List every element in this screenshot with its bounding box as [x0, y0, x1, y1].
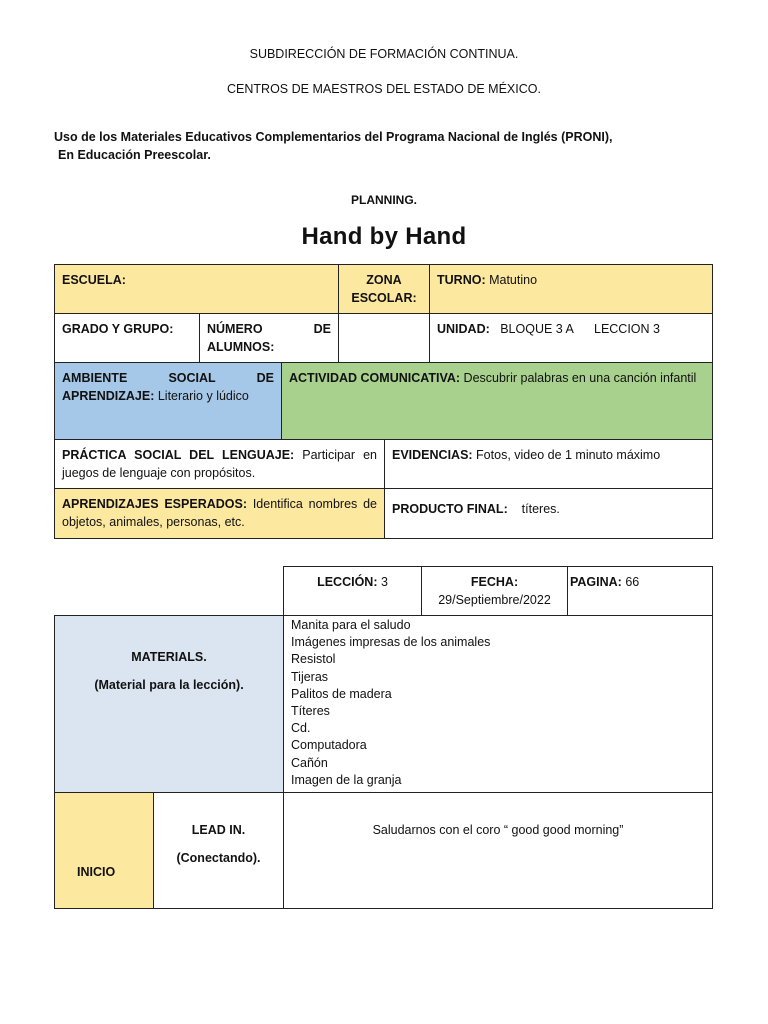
numero-alumnos-cell — [199, 313, 339, 363]
aprendizajes-esperados-value: Identifica nombres de objetos, animales, personas, etc. — [62, 497, 377, 529]
planning-label: PLANNING. — [351, 193, 417, 207]
turno-value: Matutino — [485, 273, 538, 287]
evidencias-value: Fotos, video de 1 minuto máximo — [472, 448, 661, 462]
leccion-cell — [283, 566, 422, 616]
materials-list-item: Cd. — [291, 721, 311, 736]
actividad-comunicativa-cell — [281, 362, 713, 440]
turno-label: TURNO: — [437, 273, 486, 287]
numero-alumnos-value-cell — [338, 313, 430, 363]
fecha-cell — [421, 566, 568, 616]
materials-list-item: Manita para el saludo — [291, 618, 411, 632]
grado-grupo-cell — [54, 313, 200, 363]
materials-title: MATERIALS. — [131, 650, 207, 664]
inicio-label: INICIO — [77, 865, 116, 879]
unidad-value: BLOQUE 3 A LECCION 3 — [500, 322, 660, 336]
evidencias-cell — [384, 439, 713, 489]
uso-line-2: En Educación Preescolar. — [58, 148, 211, 162]
zona-escolar-cell — [338, 264, 430, 314]
unidad-cell — [429, 313, 713, 363]
leccion-label: LECCIÓN: — [317, 575, 378, 589]
materials-list-item: Resistol — [291, 652, 336, 667]
materials-list-item: Tijeras — [291, 669, 329, 684]
materials-list-item: Imagen de la granja — [291, 772, 402, 787]
conectando-label: (Conectando). — [176, 851, 261, 865]
materials-list-cell — [283, 615, 713, 793]
materials-subtitle: (Material para la lección). — [94, 678, 244, 692]
lead-in-activity-text: Saludarnos con el coro “ good good morning” — [372, 823, 624, 837]
ambiente-social-label-line: AMBIENTE SOCIAL DE — [62, 371, 274, 385]
materials-label-cell — [54, 615, 284, 793]
ambiente-social-value-line: APRENDIZAJE: Literario y lúdico — [62, 389, 249, 403]
fecha-value: 29/Septiembre/2022 — [438, 593, 551, 607]
lead-in-activity-cell — [283, 792, 713, 909]
producto-final-label: PRODUCTO FINAL: — [392, 502, 508, 516]
practica-social-value: Participar en juegos de lenguaje con propósitos. — [62, 448, 377, 480]
producto-final-cell — [384, 488, 713, 539]
lead-in-cell — [153, 792, 284, 909]
pagina-value: 66 — [621, 575, 640, 589]
uso-line-1: Uso de los Materiales Educativos Complementarios del Programa Nacional de Inglés (PRONI), — [54, 130, 613, 144]
uso-paragraph — [54, 128, 612, 164]
practica-social-cell — [54, 439, 385, 489]
ambiente-social-cell — [54, 362, 282, 440]
header-line-2: CENTROS DE MAESTROS DEL ESTADO DE MÉXICO. — [227, 82, 541, 96]
fecha-label: FECHA: — [470, 575, 519, 589]
grado-grupo-label: GRADO Y GRUPO: — [62, 322, 174, 336]
aprendizajes-esperados-cell — [54, 488, 385, 539]
materials-list-item: Títeres — [291, 704, 330, 719]
zona-escolar-label: ZONA ESCOLAR: — [351, 273, 417, 305]
evidencias-label: EVIDENCIAS: — [392, 448, 473, 462]
header-line-1: SUBDIRECCIÓN DE FORMACIÓN CONTINUA. — [249, 47, 519, 61]
unidad-label: UNIDAD: — [437, 322, 490, 336]
producto-final-value: títeres. — [521, 502, 560, 516]
pagina-cell — [567, 566, 713, 616]
actividad-comunicativa-label: ACTIVIDAD COMUNICATIVA: — [289, 371, 461, 385]
materials-list-item: Palitos de madera — [291, 686, 392, 701]
materials-list-item: Imágenes impresas de los animales — [291, 635, 491, 650]
escuela-cell — [54, 264, 339, 314]
actividad-comunicativa-value: Descubrir palabras en una canción infantil — [460, 371, 697, 385]
materials-list-item: Cañón — [291, 755, 328, 770]
pagina-label: PAGINA: — [570, 575, 622, 589]
inicio-cell — [54, 792, 154, 909]
turno-cell — [429, 264, 713, 314]
numero-alumnos-label: NÚMERO DE ALUMNOS: — [207, 322, 331, 354]
escuela-label: ESCUELA: — [62, 273, 126, 287]
lead-in-label: LEAD IN. — [191, 823, 246, 837]
leccion-value: 3 — [377, 575, 388, 589]
materials-list-item: Computadora — [291, 738, 367, 753]
page-title: Hand by Hand — [301, 223, 467, 250]
aprendizajes-esperados-label: APRENDIZAJES ESPERADOS: — [62, 497, 248, 511]
practica-social-label: PRÁCTICA SOCIAL DEL LENGUAJE: — [62, 448, 295, 462]
